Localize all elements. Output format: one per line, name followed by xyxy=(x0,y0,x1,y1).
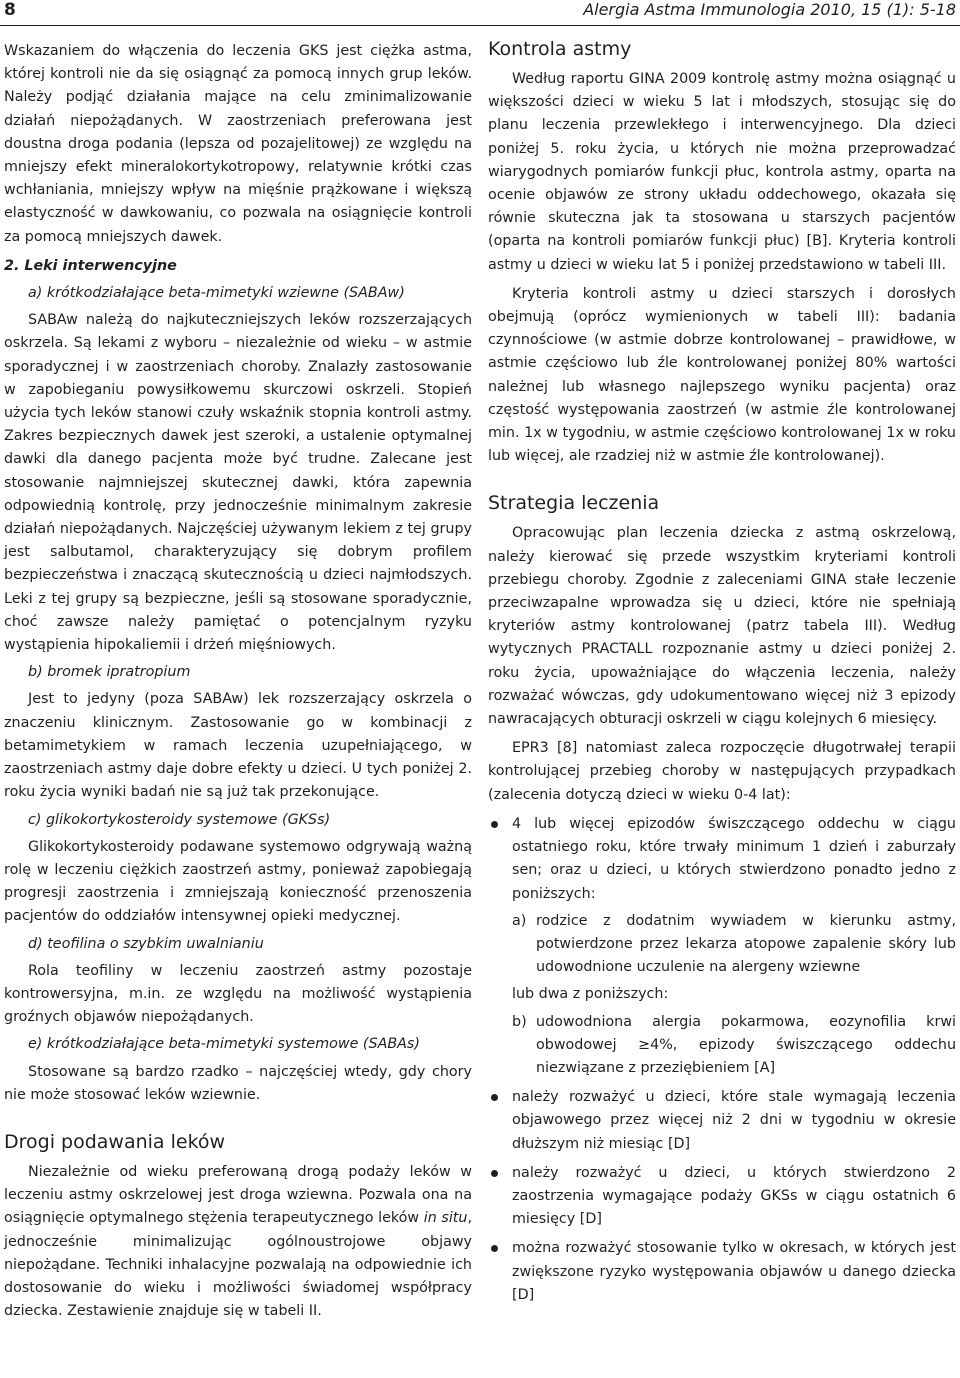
paragraph-strategia-plan: Opracowując plan leczenia dziecka z astmą oskrzelową, należy kierować się przede wszystkim kryteriami kontroli przebiegu choroby. Zgodnie z zaleceniami GINA stałe leczenie przeciwzapalne wprowadza się u dzieci, które nie spełniają kryteriów astmy kontrolowanej (patrz tabela III). Według wytycznych PRACTALL rozpoznanie astmy u dzieci poniżej 2. roku życia, upoważniające do włączenia leczenia, należy rozważać wówczas, gdy udokumentowano więcej niż 3 epizody nawracających obturacji oskrzeli w ciągu kolejnych 6 miesięcy. xyxy=(488,525,956,728)
paragraph-kontrola-gina: Według raportu GINA 2009 kontrolę astmy można osiągnąć u większości dzieci w wieku 5 lat i młodszych, stosując się do planu leczenia przewlekłego i interwencyjnego. Dla dzieci poniżej 5. roku życia, u których nie można przeprowadzać wiarygodnych pomiarów funkcji płuc, kontrola astmy, oparta na ocenie objawów ze strony układu oddechowego, okazała się równie skuteczna jak ta stosowana u starszych pacjentów (oparta na kontroli pomiarów funkcji płuc) [B]. Kryteria kontroli astmy u dzieci w wieku lat 5 i poniżej przedstawiono w tabeli III. xyxy=(488,71,956,273)
bullet-icon xyxy=(491,821,498,828)
paragraph-gkss: Glikokortykosteroidy podawane systemowo odgrywają ważną rolę w leczeniu ciężkich zaostrzeń astmy, ponieważ zapobiegają progresji zaostrzenia i zmniejszają konieczność przenoszenia pacjentów do oddziałów intensywnej opieki medycznej. xyxy=(4,838,472,925)
right-column xyxy=(488,40,956,1313)
bullet-icon xyxy=(491,1170,498,1177)
list-item xyxy=(488,1086,956,1156)
sub-item-b-text-part2: 4%, epizody świszczącego oddechu niezwiązane z przeziębieniem [A] xyxy=(536,1036,957,1076)
paragraph-kontrola-kryteria: Kryteria kontroli astmy u dzieci starszych i dorosłych obejmują (oprócz wymienionych w tabeli III): badania czynnościowe (w astmie dobrze kontrolowanej – prawidłowe, w astmie częściowo lub źle kontrolowanej poniżej 80% wartości należnej lub własnego najlepszego wyniku pacjenta) oraz częstość występowania zaostrzeń (w astmie źle kontrolowanej min. 1x w tygodniu, w astmie częściowo kontrolowanej 1x w roku lub więcej, ale rzadziej niż w astmie źle kontrolowanej). xyxy=(488,285,956,465)
sub-item-b xyxy=(512,1011,956,1081)
bullet-icon xyxy=(491,1245,498,1252)
section-heading-drogi-podawania: Drogi podawania leków xyxy=(4,1130,226,1153)
section-heading-leki-interwencyjne: 2. Leki interwencyjne xyxy=(4,257,177,274)
sub-item-b-text-part1: udowodniona alergia pokarmowa, eozynofilia krwi obwodowej xyxy=(536,1013,956,1053)
list-item xyxy=(488,1162,956,1232)
page-number: 8 xyxy=(4,0,16,20)
subheading-sabas: e) krótkodziałające beta-mimetyki systemowe (SABAs) xyxy=(28,1036,420,1053)
paragraph-saba-w: SABAw należą do najkuteczniejszych leków rozszerzających oskrzela. Są lekami z wyboru – niezależnie od wieku – w astmie sporadycznej i w zaostrzeniach choroby. Znalazły zastosowanie w zapobieganiu powysiłkowemu skurczowi oskrzeli. Stopień użycia tych leków stanowi czuły wskaźnik stopnia kontroli astmy. Zakres bezpiecznych dawek jest szeroki, a ustalenie optymalnej dawki dla danego pacjenta może być trudne. Zalecane jest stosowanie najmniejszej skutecznej dawki, która zapewnia odpowiednią kontrolę, przy jednocześnie minimalnym zakresie działań niepożądanych. Najczęściej używanym lekiem z tej grupy jest salbutamol, charakteryzujący się dobrym profilem bezpieczeństwa i znaczącą skutecznością u dzieci najmłodszych. Leki z tej grupy są bezpieczne, jeśli są stosowane sporadycznie, choć zawsze należy pamiętać o potencjalnym ryzyku wystąpienia hipokaliemii i drżeń mięśniowych. xyxy=(4,312,472,654)
sub-item-a-text: rodzice z dodatnim wywiadem w kierunku astmy, potwierdzone przez lekarza atopowe zapalenie skóry lub udowodnione uczulenie na alergeny wziewne xyxy=(536,912,956,976)
drogi-text-part1: Niezależnie od wieku preferowaną drogą podaży leków w leczeniu astmy oskrzelowej jest droga wziewna. Pozwala ona na osiągnięcie optymalnego stężenia terapeutycznego leków xyxy=(4,1163,472,1227)
subheading-gkss: c) glikokortykosteroidy systemowe (GKSs) xyxy=(28,811,331,828)
left-column xyxy=(4,40,472,1323)
section-heading-strategia-leczenia: Strategia leczenia xyxy=(488,492,660,515)
paragraph-ipratropium: Jest to jedyny (poza SABAw) lek rozszerzający oskrzela o znaczeniu klinicznym. Zastosowanie go w kombinacji z betamimetykiem w ramach leczenia uzupełniającego, w zaostrzeniach astmy daje dobre efekty u dzieci. U tych poniżej 2. roku życia wyniki badań nie są już tak przekonujące. xyxy=(4,691,472,801)
bullet-text-leczenie-objawowe: należy rozważyć u dzieci, które stale wymagają leczenia objawowego przez więcej niż 2 dni w tygodniu w okresie dłuższym niż miesiąc [D] xyxy=(512,1089,956,1152)
running-header xyxy=(0,0,960,26)
list-item xyxy=(488,813,956,1080)
paragraph-gks-indications: Wskazaniem do włączenia do leczenia GKS jest ciężka astma, której kontroli nie da się osiągnąć za pomocą innych grup leków. Należy podjąć działania mające na celu zminimalizowanie działań niepożądanych. W zaostrzeniach preferowana jest doustna droga podania (lepsza od pozajelitowej) ze względu na mniejszy efekt mineralokortykotropowy, relatywnie krótki czas wchłaniania, mniejszy wpływ na mięśnie prążkowane i większą elastyczność w dawkowaniu, co pozwala na osiągnięcie kontroli za pomocą mniejszych dawek. xyxy=(4,43,472,245)
header-rule xyxy=(0,25,960,26)
journal-citation: Alergia Astma Immunologia 2010, 15 (1): 5-18 xyxy=(583,0,956,19)
paragraph-teofilina: Rola teofiliny w leczeniu zaostrzeń astmy pozostaje kontrowersyjna, m.in. ze względu na możliwość wystąpienia groźnych objawów niepożądanych. xyxy=(4,962,472,1026)
sub-item-a xyxy=(512,910,956,980)
between-text: lub dwa z poniższych: xyxy=(512,986,669,1003)
bullet-icon xyxy=(491,1094,498,1101)
paragraph-strategia-epr3: EPR3 [8] natomiast zaleca rozpoczęcie długotrwałej terapii kontrolującej przebieg choroby w następujących przypadkach (zalecenia dotyczą dzieci w wieku 0-4 lat): xyxy=(488,740,956,803)
drogi-text-part2: , jednocześnie minimalizując ogólnoustrojowe objawy niepożądane. Techniki inhalacyjne pozwalają na odpowiednie ich dostosowanie do wieku i możliwości świadomej współpracy dziecka. Zestawienie znajduje się w tabeli II. xyxy=(4,1210,473,1320)
subheading-ipratropium: b) bromek ipratropium xyxy=(28,664,191,681)
subheading-teofilina: d) teofilina o szybkim uwalnianiu xyxy=(28,935,264,952)
bullet-text-okresy-ryzyka: można rozważyć stosowanie tylko w okresach, w których jest zwiększone ryzyko występowania objawów u danego dziecka [D] xyxy=(512,1240,956,1303)
subheading-saba-w: a) krótkodziałające beta-mimetyki wziewne (SABAw) xyxy=(28,285,405,302)
paragraph-sabas: Stosowane są bardzo rzadko – najczęściej wtedy, gdy chory nie może stosować leków wziewnie. xyxy=(4,1063,472,1103)
list-item xyxy=(488,1237,956,1307)
sub-item-a-label: a) xyxy=(512,912,527,929)
paragraph-drogi-podawania xyxy=(4,1161,472,1323)
section-heading-kontrola-astmy: Kontrola astmy xyxy=(488,38,632,60)
sub-item-b-label: b) xyxy=(512,1013,527,1030)
bullet-text-epizody: 4 lub więcej epizodów świszczącego oddechu w ciągu ostatniego roku, które trwały minimum 1 dzień i zaburzały sen; oraz u dzieci, u których stwierdzono ponadto jedno z poniższych: xyxy=(512,815,956,902)
epr3-criteria-list xyxy=(488,813,956,1307)
bullet-text-zaostrzenia: należy rozważyć u dzieci, u których stwierdzono 2 zaostrzenia wymagające podaży GKSs w ciągu ostatnich 6 miesięcy [D] xyxy=(512,1164,956,1228)
in-situ-term: in situ xyxy=(423,1210,468,1227)
ge-symbol: ≥ xyxy=(638,1036,651,1053)
